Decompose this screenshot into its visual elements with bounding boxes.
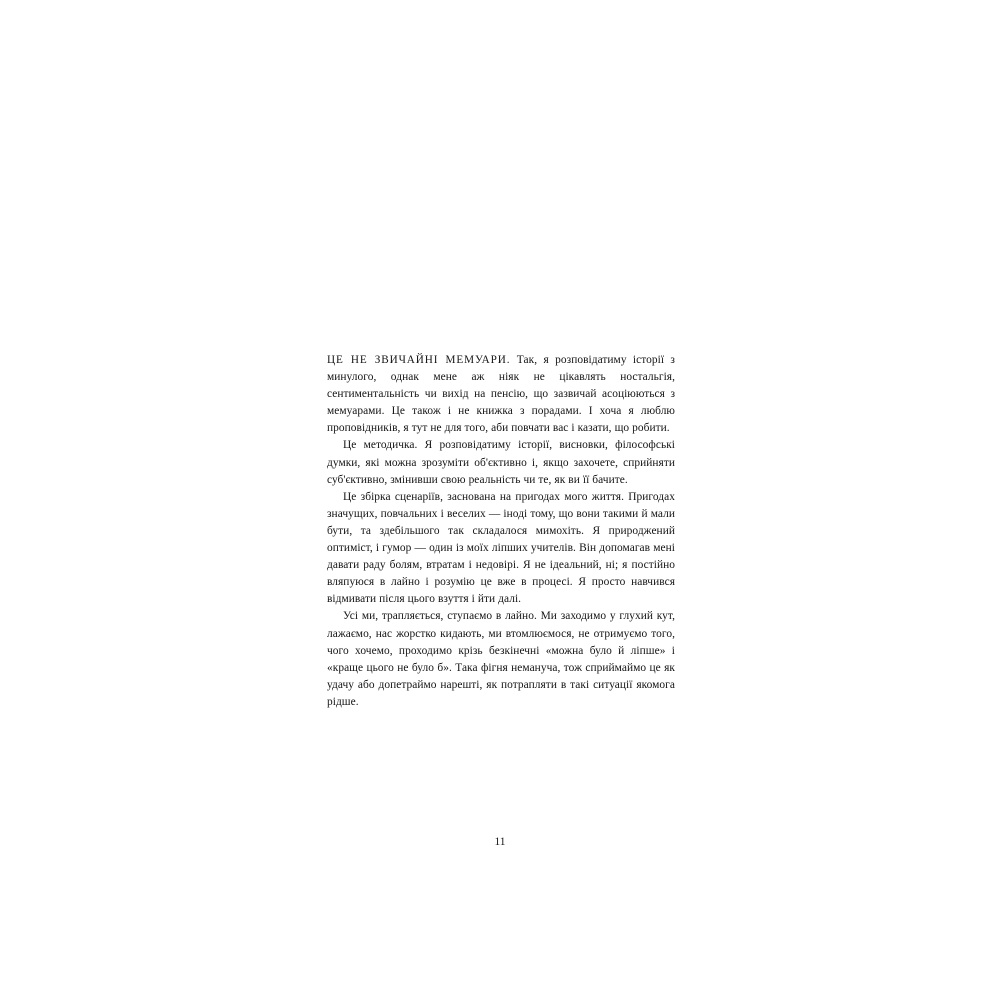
- paragraph-lead-smallcaps: ЦЕ НЕ ЗВИЧАЙНІ МЕМУАРИ.: [327, 354, 511, 366]
- page-number: 11: [494, 836, 506, 848]
- page-body-text: [327, 352, 675, 711]
- paragraph-text: Усі ми, трапляється, ступаємо в лайно. Ми заходимо у глухий кут, лажаємо, нас жорстко кидають, ми втомлюємося, не отримуємо того, чого хочемо, проходимо крізь безкінечні «можна було й ліпше» і «краще цього не було б». Така фігня немануча, тож сприймаймо це як удачу або допетраймо нарешті, як потрапляти в такі ситуації якомога рідше.: [327, 610, 675, 708]
- paragraph: [327, 437, 675, 488]
- paragraph-text: Так, я розповідатиму історії з минулого, однак мене аж ніяк не цікавлять ностальгія, сентиментальність чи вихід на пенсію, що зазвичай асоціюються з мемуарами. Це також і не книжка з порадами. І хоча я люблю проповідників, я тут не для того, аби повчати вас і казати, що робити.: [327, 354, 675, 435]
- paragraph: [327, 489, 675, 609]
- paragraph: [327, 352, 675, 437]
- paragraph-text: Це збірка сценаріїв, заснована на пригодах мого життя. Пригодах значущих, повчальних і веселих — іноді тому, що вони такими й мали бути, та здебільшого так складалося мимохіть. Я природжений оптиміст, і гумор — один із моїх ліпших учителів. Він допомагав мені давати раду болям, втратам і недовірі. Я не ідеальний, ні; я постійно вляпуюся в лайно і розумію це вже в процесі. Я просто навчився відмивати після цього взуття і йти далі.: [327, 490, 675, 606]
- paragraph: [327, 608, 675, 711]
- paragraph-text: Це методичка. Я розповідатиму історії, висновки, філософські думки, які можна зрозуміти об'єктивно і, якщо захочете, сприйняти суб'єктивно, змінивши свою реальність чи те, як ви її бачите.: [327, 439, 675, 486]
